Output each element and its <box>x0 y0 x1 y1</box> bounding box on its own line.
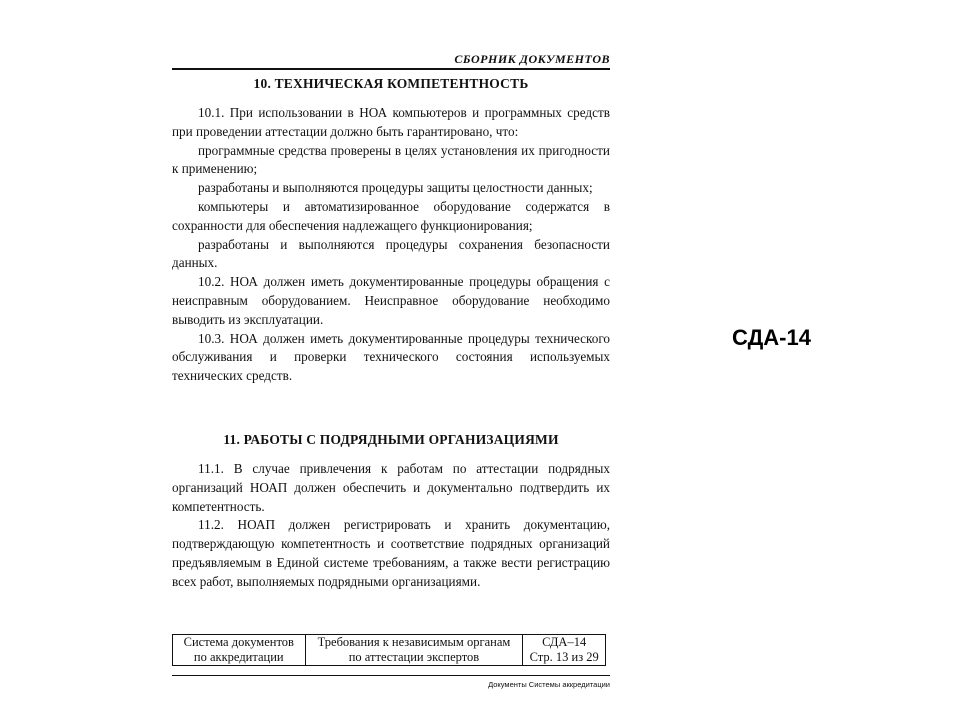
section-10-body <box>172 104 610 386</box>
slide-label: СДА-14 <box>732 325 811 350</box>
paragraph-11-2: 11.2. НОАП должен регистрировать и хранить документацию, подтверждающую компетентность и соответствие подрядных организаций предъявляемым в Единой системе требованиям, а также вести регистрацию всех работ, выполняемых подрядными организациями. <box>172 517 610 589</box>
running-head: СБОРНИК ДОКУМЕНТОВ <box>454 52 610 66</box>
paragraph-10-1-d: разработаны и выполняются процедуры сохранения безопасности данных. <box>172 236 610 271</box>
footer-title-line2: по аттестации экспертов <box>348 650 480 664</box>
paragraph-10-1-b: разработаны и выполняются процедуры защиты целостности данных; <box>198 180 593 196</box>
paragraph-10-1-c: компьютеры и автоматизированное оборудование содержатся в сохранности для обеспечения надлежащего функционирования; <box>172 198 610 233</box>
footer-page-number: Стр. 13 из 29 <box>529 650 599 664</box>
footer-row-1 <box>173 635 606 666</box>
footer-title-line1: Требования к независимым органам <box>317 635 511 649</box>
footer-doc-code: СДА–14 <box>542 635 587 649</box>
section-11-title: 11. РАБОТЫ С ПОДРЯДНЫМИ ОРГАНИЗАЦИЯМИ <box>223 432 559 447</box>
footer-system-cell <box>173 635 306 666</box>
paragraph-11-1: 11.1. В случае привлечения к работам по аттестации подрядных организаций НОАП должен обеспечить и документально подтвердить их компетентность. <box>172 461 610 514</box>
paragraph-10-2: 10.2. НОА должен иметь документированные процедуры обращения с неисправным оборудованием. Неисправное оборудование необходимо выводить из эксплуатации. <box>172 274 610 327</box>
paragraph-10-1: 10.1. При использовании в НОА компьютеров и программных средств при проведении аттестации должно быть гарантировано, что: <box>172 105 610 139</box>
bottom-rule <box>172 675 610 676</box>
top-rule <box>172 68 610 70</box>
paragraph-10-3: 10.3. НОА должен иметь документированные процедуры технического обслуживания и проверки технического состояния используемых технических средств. <box>172 330 610 384</box>
section-11-body <box>172 460 610 592</box>
footer-system-line1: Система документов <box>183 635 294 649</box>
document-page <box>172 48 610 698</box>
footer-title-cell <box>305 635 523 666</box>
footer-table <box>172 634 606 666</box>
footer-page-cell <box>523 635 606 666</box>
section-10-title: 10. ТЕХНИЧЕСКАЯ КОМПЕТЕНТНОСТЬ <box>253 76 529 91</box>
paragraph-10-1-a: программные средства проверены в целях установления их пригодности к применению; <box>172 142 610 177</box>
bottom-note: Документы Системы аккредитации <box>488 680 610 689</box>
footer-system-line2: по аккредитации <box>193 650 284 664</box>
